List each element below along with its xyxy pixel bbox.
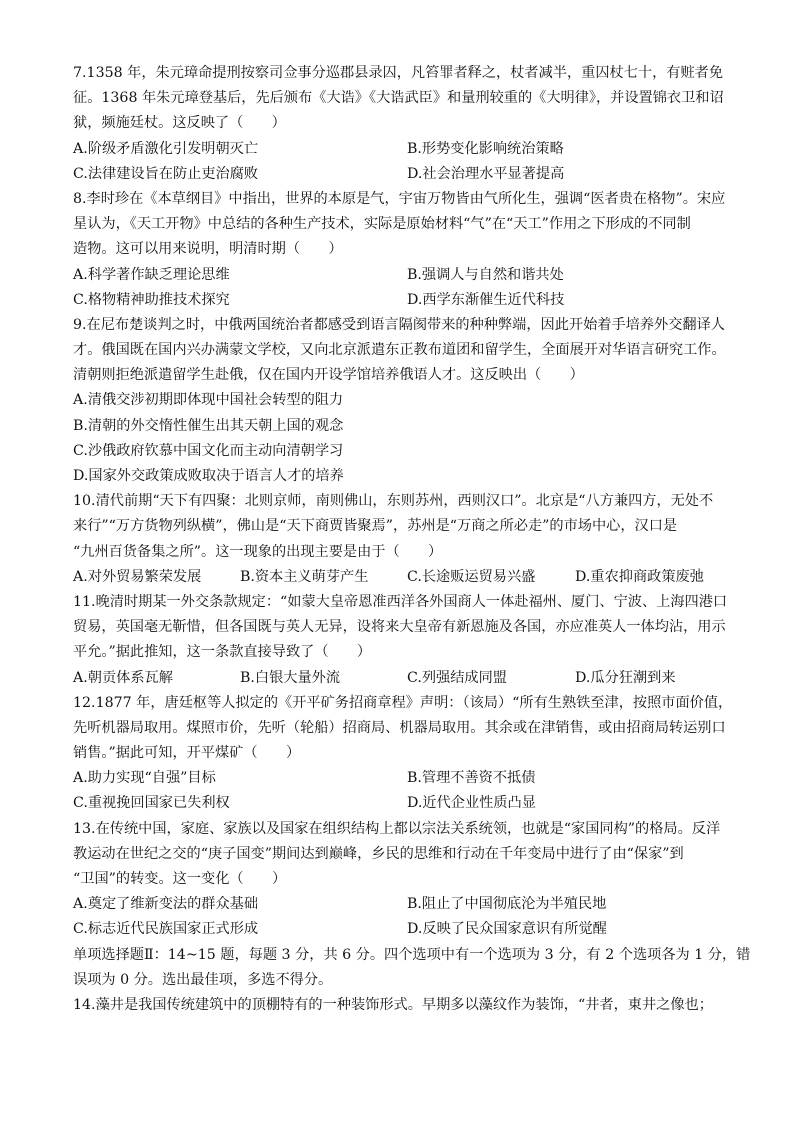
question-9: [73, 313, 725, 489]
question-7: [73, 61, 725, 187]
option-c: C.沙俄政府钦慕中国文化而主动向清朝学习: [73, 442, 344, 459]
option-c: C.列强结成同盟: [407, 669, 507, 686]
question-7-stem-line: 7.1358 年，朱元璋命提刑按察司佥事分巡郡县录囚，凡笞罪者释之，杖者减半，重囚杖七十，有赃者免: [73, 65, 724, 81]
question-7-options-row: [73, 162, 725, 187]
question-8-stem-line: 星认为，《天工开物》中总结的各种生产技术，实际是原始材料“气”在“天工”作用之下形成的不同制: [73, 216, 691, 233]
question-14-stem-line: 14.藻井是我国传统建筑中的顶棚特有的一种装饰形式。早期多以藻纹作为装饰，“井者，東井之像也；: [73, 996, 713, 1013]
question-13-stem-line: “卫国”的转变。这一变化（ ）: [73, 871, 287, 887]
question-12: [73, 691, 733, 817]
option-d: D.瓜分狂潮到来: [575, 669, 676, 686]
option-b: B.清朝的外交惰性催生出其天朝上国的观念: [73, 417, 344, 434]
question-11-options-row: [73, 666, 725, 691]
option-a: A.清俄交涉初期即体现中国社会转型的阻力: [73, 392, 344, 409]
option-d: D.社会治理水平显著提高: [407, 165, 565, 182]
question-13-options-row: [73, 917, 725, 942]
question-8-stem-line: 8.李时珍在《本草纲目》中指出，世界的本原是气，宇宙万物皆由气所化生，强调“医者贵在格物”。宋应: [73, 190, 726, 207]
question-8-options-row: [73, 288, 725, 313]
option-b: B.形势变化影响统治策略: [407, 140, 564, 157]
option-a: A.科学著作缺乏理论思维: [73, 266, 230, 283]
question-7-options-row: [73, 137, 725, 162]
option-d: D.重农抑商政策废弛: [575, 568, 704, 585]
option-b: B.管理不善资不抵债: [407, 770, 536, 787]
question-8-options-row: [73, 263, 725, 288]
question-13-stem-line: 教运动在世纪之交的“庚子国变”期间达到巅峰，乡民的思维和行动在千年变局中进行了由“保家”到: [73, 845, 684, 862]
option-d: D.近代企业性质凸显: [407, 795, 536, 812]
option-b: B.阻止了中国彻底沦为半殖民地: [407, 896, 607, 913]
question-10: [73, 489, 725, 590]
option-b: B.白银大量外流: [240, 669, 341, 686]
question-7-stem-line: 狱，频施廷杖。这反映了（ ）: [73, 115, 286, 132]
question-10-options-row: [73, 565, 725, 590]
option-a: A.朝贡体系瓦解: [73, 669, 173, 686]
question-10-stem-line: 来行”“万方货物列纵横”，佛山是“天下商贾皆聚焉”，苏州是“万商之所必走”的市场中心，汉口是: [73, 518, 678, 535]
question-9-stem-line: 9.在尼布楚谈判之时，中俄两国统治者都感受到语言隔阂带来的种种弊端，因此开始着手培养外交翻译人: [73, 316, 725, 333]
section-2-instruction-line: 误项为 0 分。选出最佳项，多选不得分。: [73, 971, 333, 988]
question-9-stem-line: 才。俄国既在国内兴办满蒙文学校，又向北京派遣东正教布道团和留学生，全面展开对华语言研究工作。: [73, 342, 726, 359]
question-11-stem-line: 平允。”据此推知，这一条款直接导致了（ ）: [73, 644, 372, 661]
section-2-instruction-line: 单项选择题Ⅱ：14~15 题，每题 3 分，共 6 分。四个选项中有一个选项为 3 分，有 2 个选项各为 1 分，错: [73, 946, 751, 963]
option-a: A.阶级矛盾激化引发明朝灭亡: [73, 140, 259, 157]
question-10-stem-line: 10.清代前期“天下有四聚：北则京师，南则佛山，东则苏州，西则汉口”。北京是“八方兼四方，无处不: [73, 493, 714, 510]
option-a: A.对外贸易繁荣发展: [73, 568, 202, 585]
exam-content: [73, 61, 751, 1018]
option-d: D.反映了民众国家意识有所觉醒: [407, 921, 607, 938]
option-c: C.法律建设旨在防止吏治腐败: [73, 165, 259, 182]
question-12-options-row: [73, 766, 725, 791]
option-c: C.标志近代民族国家正式形成: [73, 921, 259, 938]
option-d: D.国家外交政策成败取决于语言人才的培养: [73, 468, 344, 484]
question-13-stem-line: 13.在传统中国，家庭、家族以及国家在组织结构上都以宗法关系统领，也就是“家国同构”的格局。反洋: [73, 820, 721, 837]
option-c: C.重视挽回国家已失利权: [73, 795, 230, 812]
question-11-stem-line: 贸易，英国毫无靳惜，但各国既与英人无异，设将来大皇帝有新恩施及各国，亦应准英人一体均沾，用示: [73, 619, 726, 636]
question-13: [73, 817, 725, 943]
question-13-options-row: [73, 892, 725, 917]
option-d: D.西学东渐催生近代科技: [407, 291, 565, 308]
question-11-stem-line: 11.晚清时期某一外交条款规定：“如蒙大皇帝恩准西洋各外国商人一体赴福州、厦门、宁波、上海四港口: [73, 593, 728, 610]
question-12-stem-line: 销售。”据此可知，开平煤矿（ ）: [73, 745, 301, 762]
option-a: A.助力实现“自强”目标: [73, 770, 216, 787]
option-c: C.格物精神助推技术探究: [73, 291, 230, 308]
question-11: [73, 590, 728, 691]
question-9-stem-line: 清朝则拒绝派遣留学生赴俄，仅在国内开设学馆培养俄语人才。这反映出（ ）: [73, 367, 584, 384]
question-8-stem-line: 造物。这可以用来说明，明清时期（ ）: [73, 241, 343, 258]
section-2-instructions: [73, 943, 751, 993]
option-c: C.长途贩运贸易兴盛: [407, 568, 536, 585]
question-12-stem-line: 先听机器局取用。煤照市价，先听（轮船）招商局、机器局取用。其余或在津销售，或由招商局转运别口: [73, 719, 726, 736]
option-b: B.强调人与自然和谐共处: [407, 266, 564, 283]
question-12-options-row: [73, 791, 725, 816]
question-14: [73, 993, 725, 1018]
question-10-stem-line: “九州百货备集之所”。这一现象的出现主要是由于（ ）: [73, 543, 443, 560]
question-12-stem-line: 12.1877 年，唐廷枢等人拟定的《开平矿务招商章程》声明：（该局）“所有生熟铁至津，按照市面价值，: [73, 694, 733, 711]
option-a: A.奠定了维新变法的群众基础: [73, 896, 259, 913]
option-b: B.资本主义萌芽产生: [240, 568, 369, 585]
question-8: [73, 187, 725, 313]
question-7-stem-line: 征。1368 年朱元璋登基后，先后颁布《大诰》《大诰武臣》和量刑较重的《大明律》，并设置锦衣卫和诏: [73, 90, 724, 107]
